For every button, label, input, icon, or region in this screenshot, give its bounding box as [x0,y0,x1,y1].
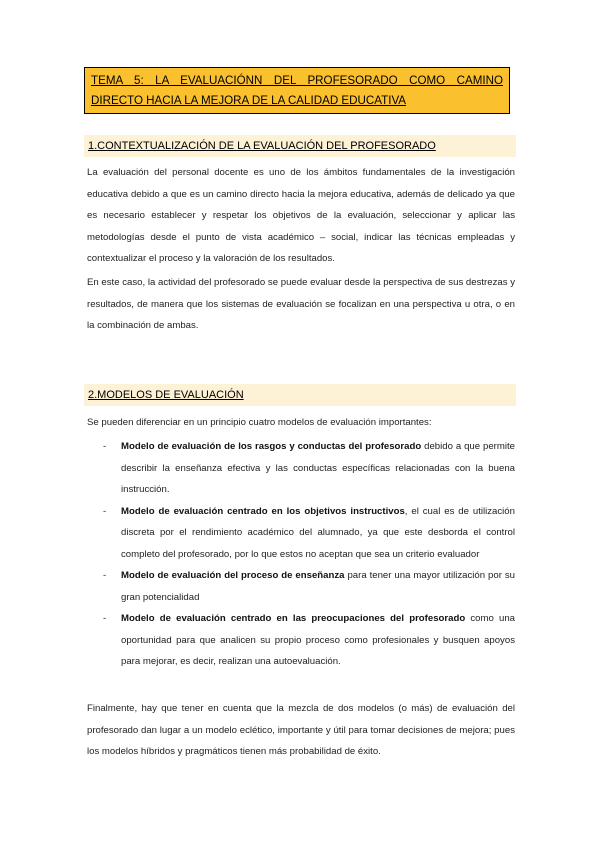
list-item-text: para tener una mayor utilización por su gran potencialidad [121,570,515,603]
section1-heading: 1.CONTEXTUALIZACIÓN DE LA EVALUACIÓN DEL PROFESORADO [84,135,516,157]
list-item [87,565,515,608]
list-item-title: Modelo de evaluación de los rasgos y conductas del profesorado [121,441,422,452]
list-item-text: debido a que permite describir la enseñanza efectiva y las conductas específicas relacionadas con la buena instrucción. [121,441,515,495]
bullet-dash: - [103,613,107,624]
list-item [87,436,515,501]
list-item-title: Modelo de evaluación centrado en los objetivos instructivos [121,505,405,517]
bullet-dash: - [103,570,107,581]
list-item-text: como una oportunidad para que analicen su propio proceso como profesionales y busquen apoyos para mejorar, es decir, realizan una autoevaluación. [121,613,515,667]
list-item [87,501,515,566]
section2-conclusion: Finalmente, hay que tener en cuenta que la mezcla de dos modelos (o más) de evaluación del profesorado dan lugar a un modelo eclético, importante y útil para tomar decisiones de mejora; pues los modelos híbridos y pragmáticos tienen más probabilidad de éxito. [87,703,515,758]
evaluation-models-list [87,436,515,673]
bullet-dash: - [103,441,107,452]
title-line-1: TEMA 5: LA EVALUACIÓNN DEL PROFESORADO COMO CAMINO [91,74,503,87]
section2-intro: Se pueden diferenciar en un principio cuatro modelos de evaluación importantes: [87,417,432,428]
bullet-dash: - [103,505,107,517]
title-box [84,67,510,114]
list-item [87,608,515,673]
title-line-2: DIRECTO HACIA LA MEJORA DE LA CALIDAD EDUCATIVA [91,94,407,107]
list-item-title: Modelo de evaluación centrado en las preocupaciones del profesorado [121,613,466,624]
section2-heading: 2.MODELOS DE EVALUACIÓN [84,384,516,406]
section1-paragraph-2: En este caso, la actividad del profesorado se puede evaluar desde la perspectiva de sus destrezas y resultados, de manera que los sistemas de evaluación se focalizan en una perspectiva u otra, o en la combinación de ambas. [87,277,515,332]
section1-paragraph-1: La evaluación del personal docente es uno de los ámbitos fundamentales de la investigación educativa debido a que es un camino directo hacia la mejora educativa, además de delicado ya que es necesario establecer y respetar los objetivos de la evaluación, seleccionar y aplicar las metodologías desde el punto de vista académico – social, indicar las técnicas empleadas y contextualizar el proceso y la valoración de los resultados. [87,167,515,265]
list-item-text: , el cual es de utilización discreta por el rendimiento académico del alumnado, ya que este desborda el control completo del profesorado, por lo que estos no aceptan que sea un criterio evaluador [121,505,515,560]
list-item-title: Modelo de evaluación del proceso de enseñanza [121,570,345,581]
